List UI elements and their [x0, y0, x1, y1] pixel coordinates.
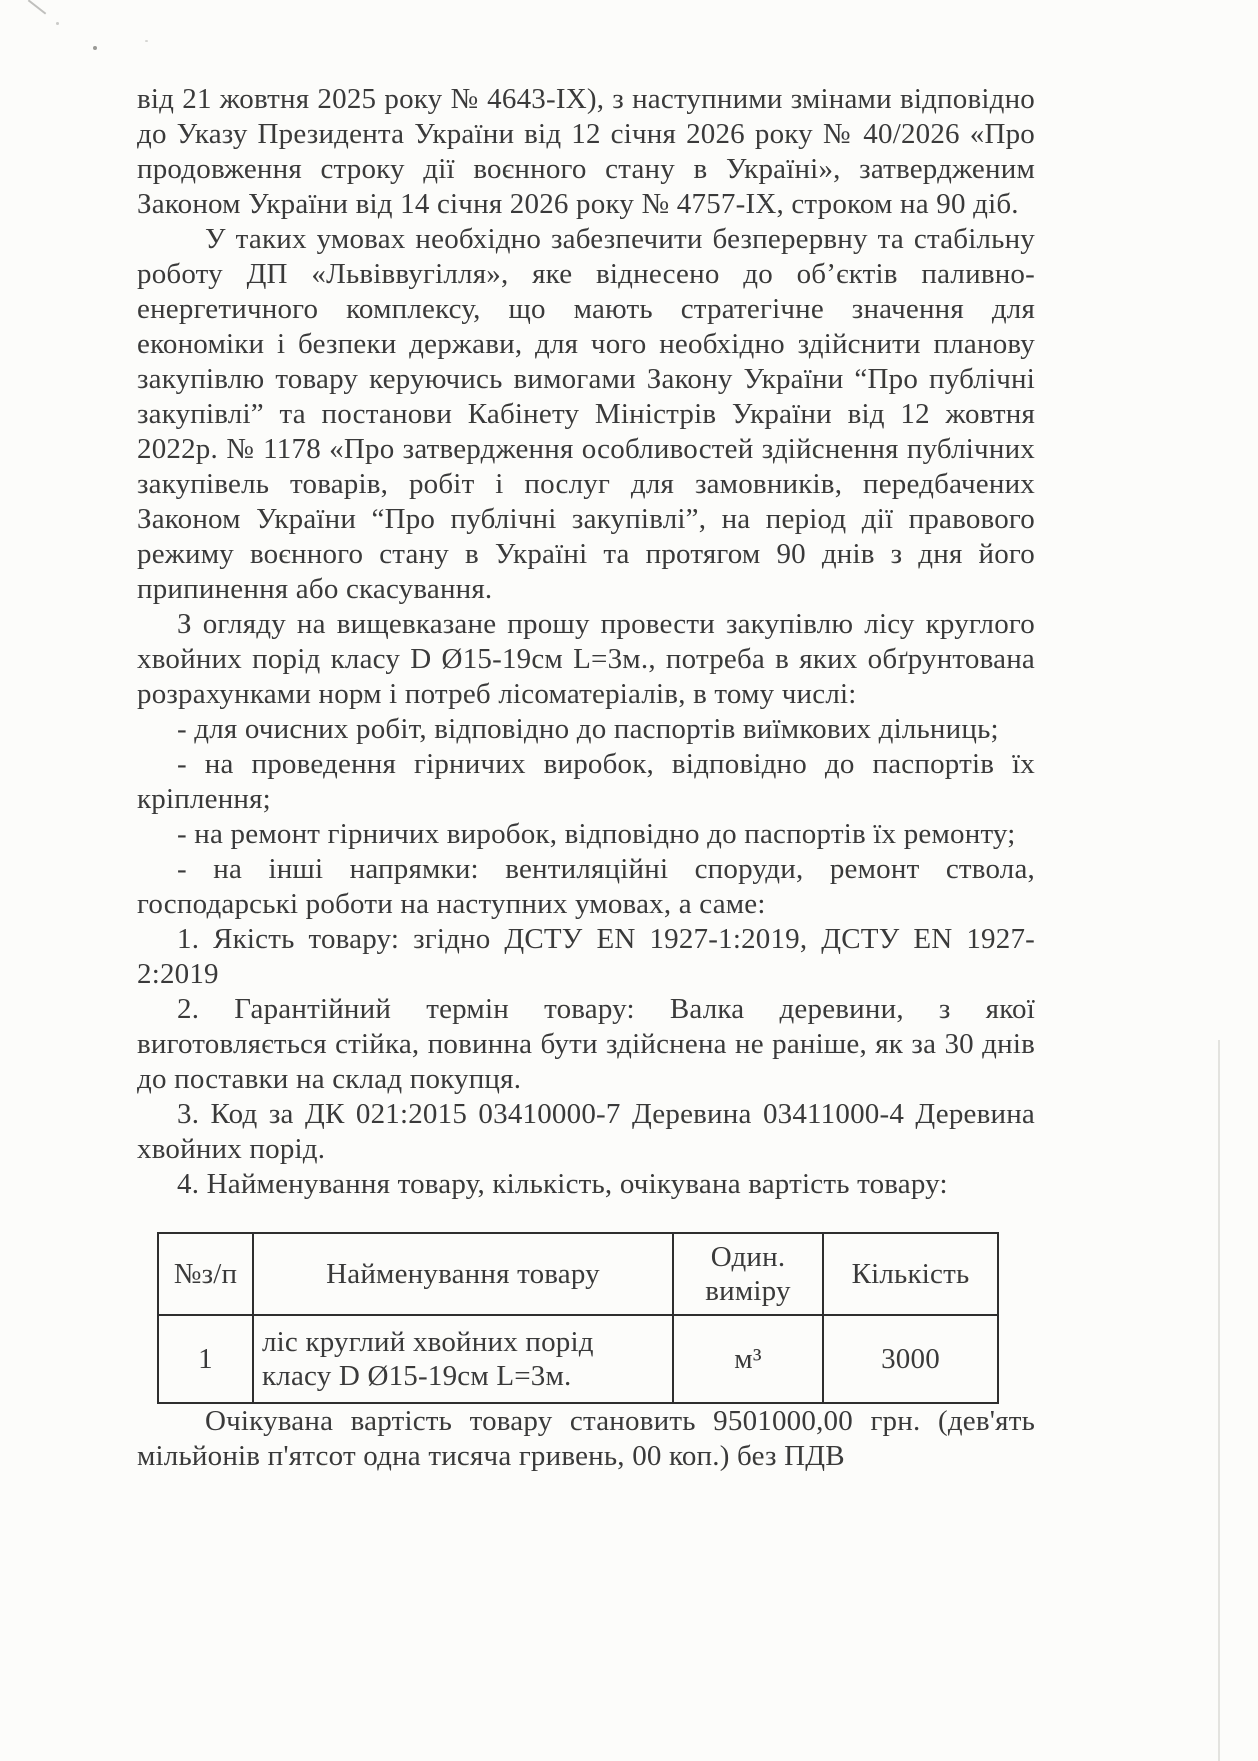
- col-header-quantity: Кількість: [823, 1233, 998, 1315]
- paragraph-expected-value: Очікувана вартість товару становить 9501000,00 грн. (дев'ять мільйонів п'ятсот одна тисяча гривень, 00 коп.) без ПДВ: [137, 1405, 1035, 1472]
- list-item-cleaning-works: - для очисних робіт, відповідно до паспортів виїмкових дільниць;: [177, 713, 999, 745]
- paragraph-decree-continuation: від 21 жовтня 2025 року № 4643-IX), з наступними змінами відповідно до Указу Президента України від 12 січня 2026 року № 40/2026 «Про продовження строку дії воєнного стану в Україні», затвердженим Законом України від 14 січня 2026 року № 4757-IX, строком на 90 діб.: [137, 83, 1035, 220]
- col-header-name: Найменування товару: [253, 1233, 673, 1315]
- paragraph-procurement-request: З огляду на вищевказане прошу провести закупівлю лісу круглого хвойних порід класу D Ø15-19см L=3м., потреба в яких обґрунтована розрахунками норм і потреб лісоматеріалів, в тому числі:: [137, 608, 1035, 710]
- cell-quantity: 3000: [823, 1315, 998, 1403]
- cell-row-number: 1: [158, 1315, 253, 1403]
- numbered-item-goods-name: 4. Найменування товару, кількість, очікувана вартість товару:: [177, 1168, 948, 1200]
- scan-speck: [93, 46, 97, 50]
- document-body: [137, 82, 1035, 1474]
- col-header-unit: Один. виміру: [673, 1233, 823, 1315]
- scan-edge-line: [1218, 1040, 1220, 1761]
- list-item-mining-workings: - на проведення гірничих виробок, відповідно до паспортів їх кріплення;: [137, 748, 1035, 815]
- cell-unit: м³: [673, 1315, 823, 1403]
- list-item-other-directions: - на інші напрямки: вентиляційні споруди, ремонт ствола, господарські роботи на наступних умовах, а саме:: [137, 853, 1035, 920]
- numbered-item-dk-code: 3. Код за ДК 021:2015 03410000-7 Деревина 03411000-4 Деревина хвойних порід.: [137, 1098, 1035, 1165]
- col-header-number: №з/п: [158, 1233, 253, 1315]
- scan-speck: [56, 22, 59, 25]
- goods-table: [157, 1232, 999, 1404]
- scan-pen-mark: [28, 0, 47, 15]
- paragraph-enterprise-context: У таких умовах необхідно забезпечити безперервну та стабільну роботу ДП «Львіввугілля», яке віднесено до об’єктів паливно-енергетичного комплексу, що мають стратегічне значення для економіки і безпеки держави, для чого необхідно здійснити планову закупівлю товару керуючись вимогами Закону України “Про публічні закупівлі” та постанови Кабінету Міністрів України від 12 жовтня 2022р. № 1178 «Про затвердження особливостей здійснення публічних закупівель товарів, робіт і послуг для замовників, передбачених Законом України “Про публічні закупівлі”, на період дії правового режиму воєнного стану в Україні та протягом 90 днів з дня його припинення або скасування.: [137, 223, 1035, 605]
- numbered-item-warranty: 2. Гарантійний термін товару: Валка деревини, з якої виготовляється стійка, повинна бути здійснена не раніше, як за 30 днів до поставки на склад покупця.: [137, 993, 1035, 1095]
- scan-speck: [145, 40, 148, 42]
- goods-table-header-row: [158, 1233, 998, 1315]
- table-row: [158, 1315, 998, 1403]
- list-item-repair-workings: - на ремонт гірничих виробок, відповідно до паспортів їх ремонту;: [177, 818, 1016, 850]
- numbered-item-quality: 1. Якість товару: згідно ДСТУ EN 1927-1:2019, ДСТУ EN 1927-2:2019: [137, 923, 1035, 990]
- cell-goods-name: ліс круглий хвойних порід класу D Ø15-19см L=3м.: [253, 1315, 673, 1403]
